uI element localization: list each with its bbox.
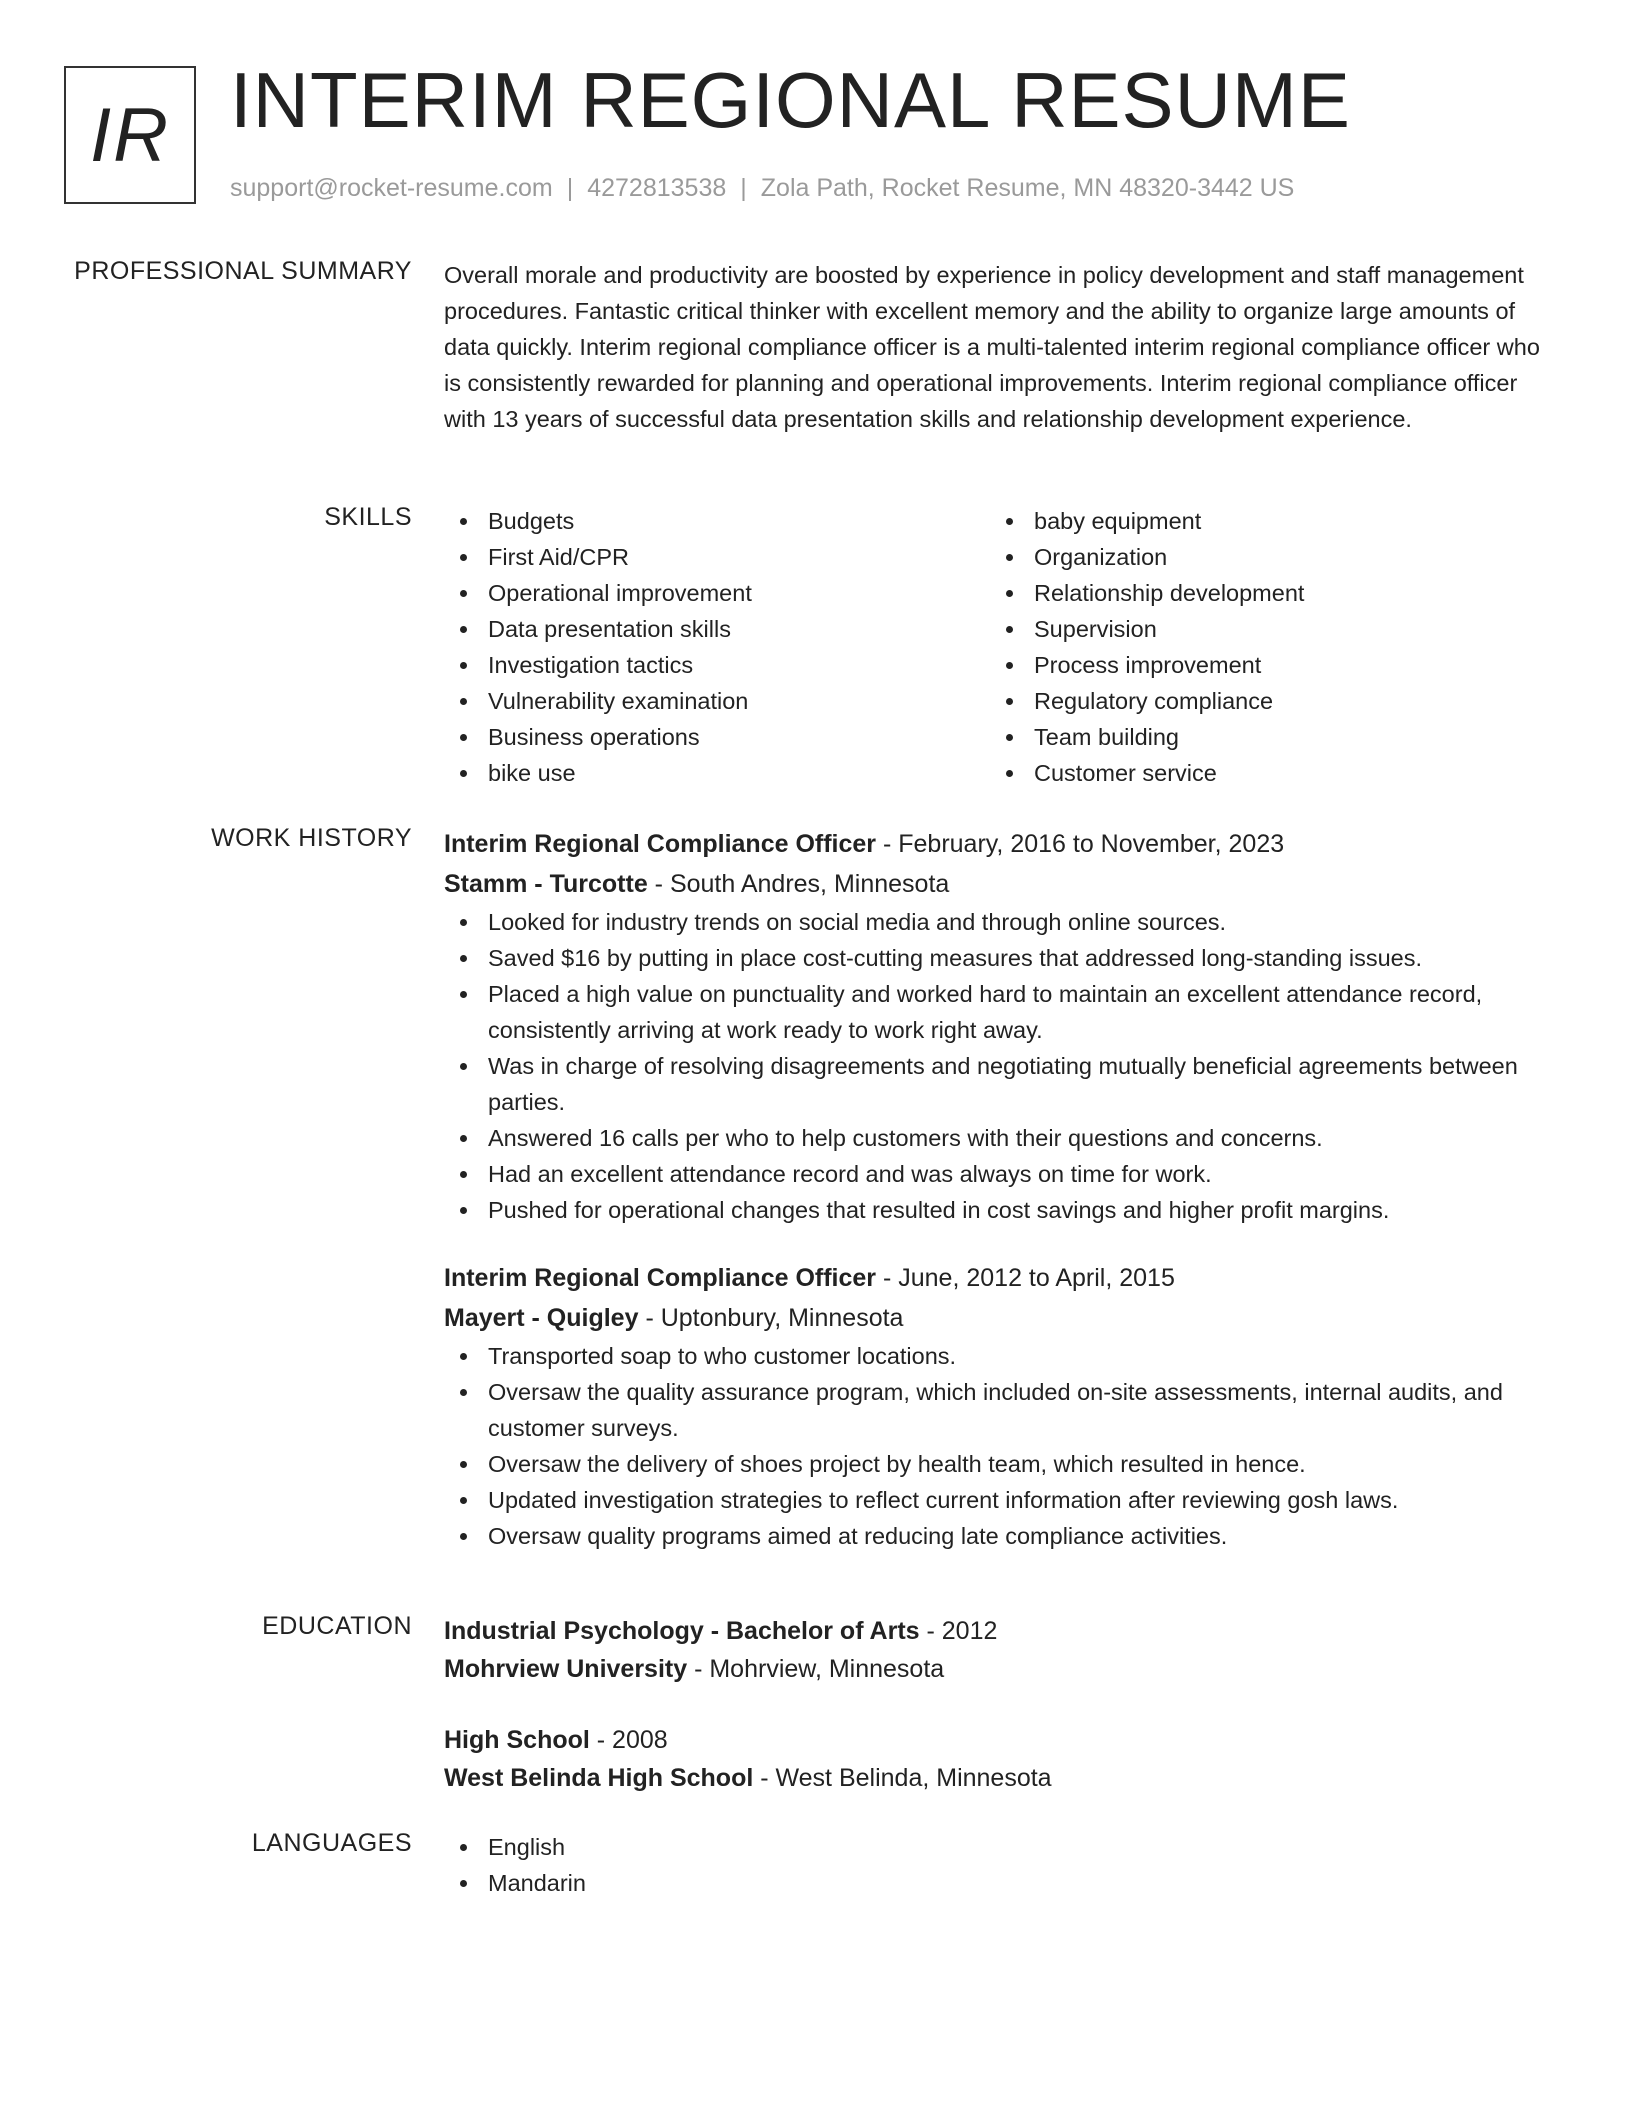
job-duty: Oversaw the delivery of shoes project by health team, which resulted in hence. <box>444 1446 1554 1482</box>
job-duty: Transported soap to who customer locations. <box>444 1338 1554 1374</box>
job-title-line <box>444 1258 1554 1298</box>
job-duties-list <box>444 1338 1554 1554</box>
job-duty: Answered 16 calls per who to help customers with their questions and concerns. <box>444 1120 1554 1156</box>
skill-item: Team building <box>990 719 1536 755</box>
job-duty: Saved $16 by putting in place cost-cutting measures that addressed long-standing issues. <box>444 940 1554 976</box>
work-history-content <box>444 824 1554 1554</box>
job-duties-list <box>444 904 1554 1228</box>
job-duty: Had an excellent attendance record and was always on time for work. <box>444 1156 1554 1192</box>
skill-item: Process improvement <box>990 647 1536 683</box>
language-item: Mandarin <box>444 1865 1554 1901</box>
education-location: - West Belinda, Minnesota <box>753 1764 1052 1792</box>
skill-item: baby equipment <box>990 503 1536 539</box>
education-degree: High School <box>444 1726 590 1754</box>
language-item: English <box>444 1829 1554 1865</box>
job-duty: Pushed for operational changes that resulted in cost savings and higher profit margins. <box>444 1192 1554 1228</box>
contact-line <box>230 174 1294 203</box>
skill-item: bike use <box>444 755 990 791</box>
skill-item: Organization <box>990 539 1536 575</box>
job-title: Interim Regional Compliance Officer <box>444 830 877 858</box>
job-duty: Updated investigation strategies to reflect current information after reviewing gosh laws. <box>444 1482 1554 1518</box>
job-duty: Was in charge of resolving disagreements and negotiating mutually beneficial agreements between parties. <box>444 1048 1554 1120</box>
section-label-summary: PROFESSIONAL SUMMARY <box>74 257 412 285</box>
monogram-initials: IR <box>90 92 170 178</box>
job-title-line <box>444 824 1554 864</box>
education-school-line <box>444 1650 1554 1688</box>
skills-list-right <box>990 503 1536 791</box>
job-duty: Oversaw the quality assurance program, which included on-site assessments, internal audits, and customer surveys. <box>444 1374 1554 1446</box>
job-dates: - February, 2016 to November, 2023 <box>876 830 1285 858</box>
contact-email: support@rocket-resume.com <box>230 174 553 202</box>
languages-content <box>444 1829 1554 1901</box>
job-entry <box>444 1258 1554 1554</box>
skill-item: First Aid/CPR <box>444 539 990 575</box>
resume-title: INTERIM REGIONAL RESUME <box>230 56 1351 144</box>
education-year: - 2012 <box>919 1617 998 1645</box>
job-company-line <box>444 1298 1554 1338</box>
skill-item: Budgets <box>444 503 990 539</box>
education-degree-line <box>444 1721 1554 1759</box>
skill-item: Investigation tactics <box>444 647 990 683</box>
contact-address: Zola Path, Rocket Resume, MN 48320-3442 US <box>760 174 1295 202</box>
job-duty: Placed a high value on punctuality and worked hard to maintain an excellent attendance record, consistently arriving at work ready to work right away. <box>444 976 1554 1048</box>
skill-item: Relationship development <box>990 575 1536 611</box>
summary-content <box>444 257 1554 437</box>
job-title: Interim Regional Compliance Officer <box>444 1264 877 1292</box>
job-duty: Looked for industry trends on social media and through online sources. <box>444 904 1554 940</box>
job-duty: Oversaw quality programs aimed at reducing late compliance activities. <box>444 1518 1554 1554</box>
skill-item: Vulnerability examination <box>444 683 990 719</box>
education-entry <box>444 1612 1554 1688</box>
skill-item: Supervision <box>990 611 1536 647</box>
skill-item: Customer service <box>990 755 1536 791</box>
education-content <box>444 1612 1554 1797</box>
section-label-skills: SKILLS <box>324 503 412 531</box>
skill-item: Operational improvement <box>444 575 990 611</box>
skill-item: Business operations <box>444 719 990 755</box>
education-degree-line <box>444 1612 1554 1650</box>
section-label-work-history: WORK HISTORY <box>211 824 412 852</box>
skills-list-left <box>444 503 990 791</box>
education-school-line <box>444 1759 1554 1797</box>
education-school: Mohrview University <box>444 1655 688 1683</box>
monogram-badge <box>64 66 196 204</box>
contact-phone: 4272813538 <box>587 174 727 202</box>
section-label-education: EDUCATION <box>262 1612 412 1640</box>
contact-separator: | <box>566 174 574 202</box>
education-entry <box>444 1721 1554 1797</box>
job-company: Stamm - Turcotte <box>444 870 648 898</box>
section-label-languages: LANGUAGES <box>251 1829 412 1857</box>
contact-separator: | <box>740 174 747 202</box>
job-entry <box>444 824 1554 1228</box>
job-location: - South Andres, Minnesota <box>647 870 950 898</box>
skill-item: Regulatory compliance <box>990 683 1536 719</box>
education-school: West Belinda High School <box>444 1764 754 1792</box>
job-dates: - June, 2012 to April, 2015 <box>876 1264 1175 1292</box>
languages-list <box>444 1829 1554 1901</box>
job-company: Mayert - Quigley <box>444 1304 639 1332</box>
skill-item: Data presentation skills <box>444 611 990 647</box>
education-degree: Industrial Psychology - Bachelor of Arts <box>444 1617 920 1645</box>
summary-text: Overall morale and productivity are boosted by experience in policy development and staff management procedures. Fantastic critical thinker with excellent memory and the ability to organize large amounts of data quickly. Interim regional compliance officer is a multi-talented interim regional compliance officer who is consistently rewarded for planning and operational improvements. Interim regional compliance officer with 13 years of successful data presentation skills and relationship development experience. <box>444 262 1540 432</box>
education-year: - 2008 <box>589 1726 668 1754</box>
job-company-line <box>444 864 1554 904</box>
job-location: - Uptonbury, Minnesota <box>638 1304 904 1332</box>
education-location: - Mohrview, Minnesota <box>687 1655 945 1683</box>
skills-grid <box>444 503 1554 791</box>
